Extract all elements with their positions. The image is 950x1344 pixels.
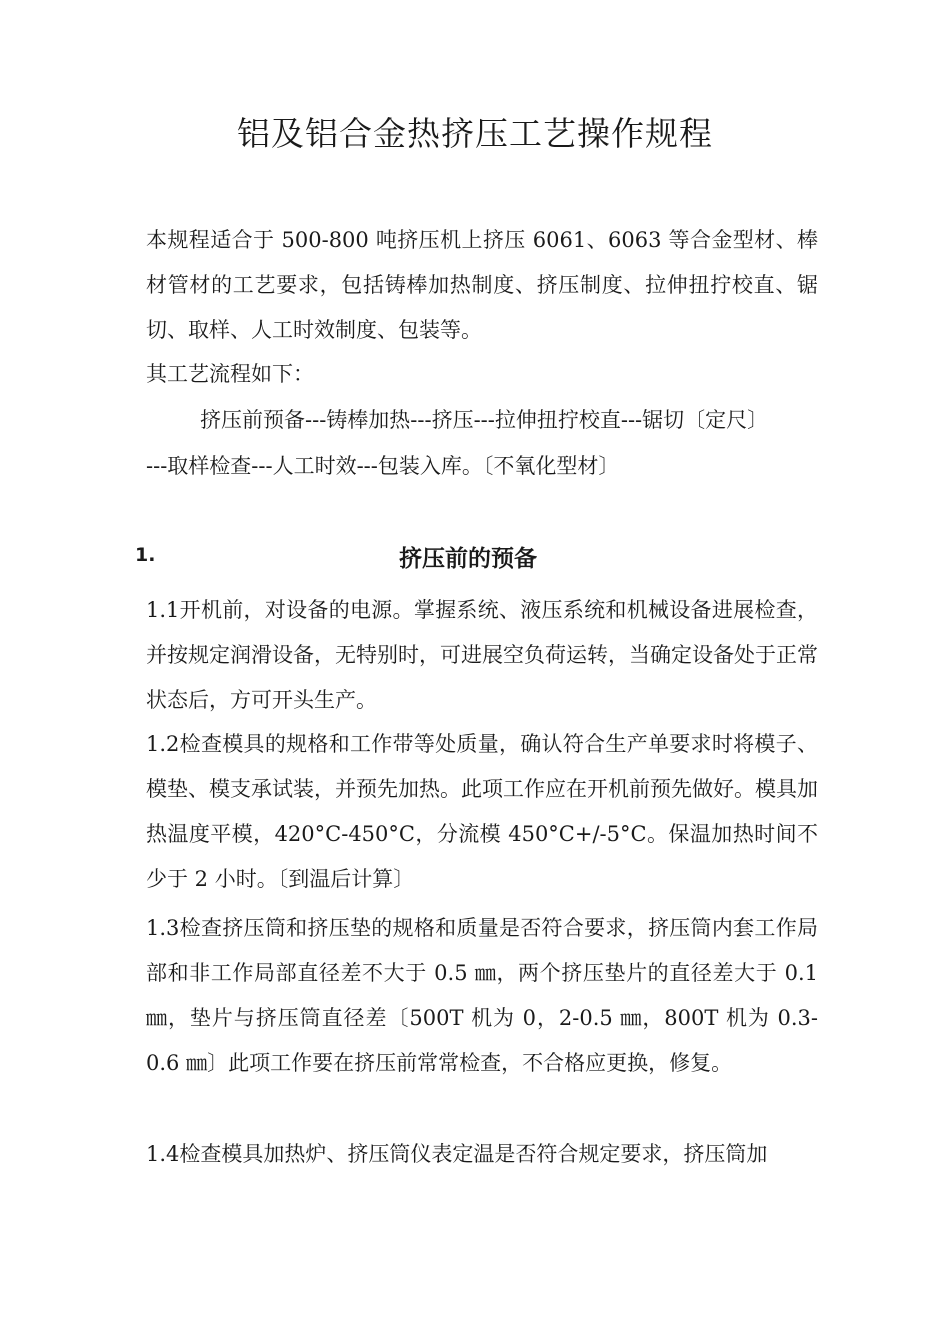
process-flow-line-1: 挤压前预备---铸棒加热---挤压---拉伸扭拧校直---锯切〔定尺〕 bbox=[200, 408, 769, 432]
section-heading bbox=[0, 536, 950, 582]
section-number: 1. bbox=[135, 544, 156, 566]
item-1-2: 1.2检查模具的规格和工作带等处质量，确认符合生产单要求时将模子、模垫、模支承试装，并预先加热。此项工作应在开机前预先做好。模具加热温度平模，420°C-450°C，分流模 450°C+/-5°C。保温加热时间不少于 2 小时。〔到温后计算〕 bbox=[146, 732, 818, 891]
document-title: 铝及铝合金热挤压工艺操作规程 bbox=[237, 114, 713, 153]
item-1-3: 1.3检查挤压筒和挤压垫的规格和质量是否符合要求，挤压筒内套工作局部和非工作局部直径差不大于 0.5 ㎜，两个挤压垫片的直径差大于 0.1 ㎜，垫片与挤压筒直径差〔500T 机为 0，2-0.5 ㎜，800T 机为 0.3-0.6 ㎜〕此项工作要在挤压前常常检查，不合格应更换，修复。 bbox=[146, 916, 818, 1075]
intro-paragraph: 本规程适合于 500-800 吨挤压机上挤压 6061、6063 等合金型材、棒材管材的工艺要求，包括铸棒加热制度、挤压制度、拉伸扭拧校直、锯切、取样、人工时效制度、包装等。 bbox=[146, 228, 818, 342]
section-title: 挤压前的预备 bbox=[399, 546, 537, 572]
process-flow-line-2: ---取样检查---人工时效---包装入库。〔不氧化型材〕 bbox=[146, 454, 620, 478]
item-1-1: 1.1开机前，对设备的电源。掌握系统、液压系统和机械设备进展检查，并按规定润滑设备，无特别时，可进展空负荷运转，当确定设备处于正常状态后，方可开头生产。 bbox=[146, 598, 818, 712]
process-flow-label: 其工艺流程如下： bbox=[146, 362, 314, 386]
item-1-4: 1.4检查模具加热炉、挤压筒仪表定温是否符合规定要求，挤压筒加 bbox=[146, 1142, 768, 1166]
